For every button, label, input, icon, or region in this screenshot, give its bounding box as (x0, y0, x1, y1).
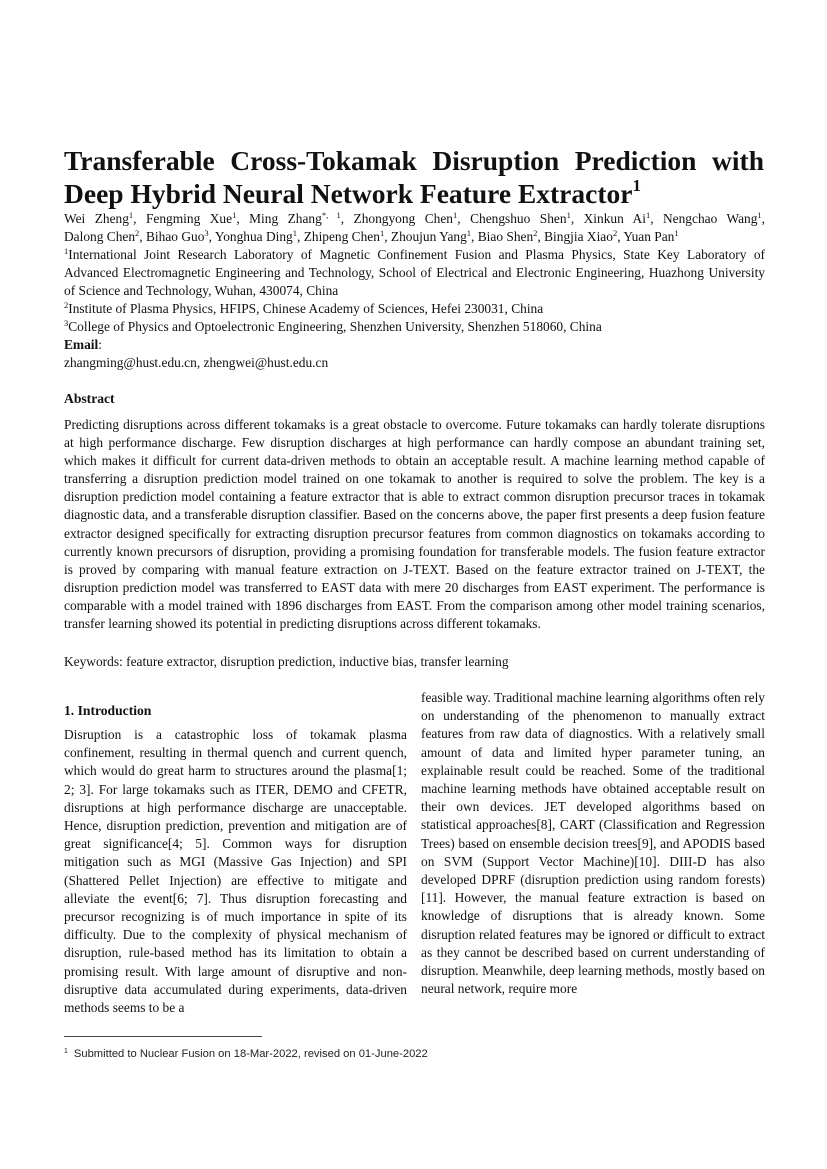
author-name: Yuan Pan (623, 229, 675, 244)
title-line-1: Transferable Cross-Tokamak Disruption Prediction with (64, 145, 764, 176)
affiliation-mark: 2 (64, 300, 69, 310)
author-name: Zhongyong Chen (353, 211, 453, 226)
author-list-line-2: Dalong Chen$^2$, Bihao Guo$^3$, Yonghua Ding$^1$, Zhipeng Chen$^1$, Zhoujun Yang$^1$, Biao Shen$^2$, Bingjia Xiao$^2$, Yuan Pan$^1$ (64, 228, 679, 244)
abstract-heading: Abstract (64, 391, 115, 406)
author-affiliation-mark: 3 (204, 228, 209, 238)
email-colon: : (98, 337, 102, 352)
affiliation-mark: 1 (64, 246, 69, 256)
intro-paragraph-right: feasible way. Traditional machine learning algorithms often rely on understanding of the phenomenon to manually extract features from raw data of diagnostics. With a relatively small amount of data and limited hyper parameter tuning, an explainable result could be reached. Some of the traditional machine learning methods have obtained acceptable result on their own devices. JET developed algorithms based on statistical approaches[8], CART (Classification and Regression Trees) based on ensemble decision trees[9], and APODIS based on SVM (Support Vector Machine)[10]. DIII-D has also developed DPRF (disruption prediction using random forests)[11]. However, the manual feature extraction is based on knowledge of disruptions that is already known. Some disruption related features may be ignored or difficult to extract as they cannot be described based on current understanding of disruption. Meanwhile, deep learning methods, mostly based on neural network, require more (421, 690, 765, 997)
author-name: Xinkun Ai (583, 211, 646, 226)
author-affiliation-mark: 1 (453, 210, 458, 220)
author-list-line-1: Wei Zheng$^1$, Fengming Xue$^1$, Ming Zhang$^{*, 1}$, Zhongyong Chen$^1$, Chengshuo Shen$^1$, Xinkun Ai$^1$, Nengchao Wang$^1$, (64, 210, 766, 226)
section-heading-introduction: 1. Introduction (64, 703, 152, 718)
author (146, 211, 236, 226)
author-affiliation-mark: 1 (466, 228, 472, 238)
intro-right-column (421, 689, 765, 998)
author-name: Dalong Chen (64, 229, 136, 244)
author (304, 229, 385, 244)
author-name: Chengshuo Shen (470, 211, 567, 226)
author-affiliation-mark: 2 (612, 228, 618, 238)
title-footnote-mark: 1 (632, 176, 641, 195)
intro-paragraph-left: Disruption is a catastrophic loss of tokamak plasma confinement, resulting in thermal quench and current quench, which would do great harm to structures around the plasma[1; 2; 3]. For large tokamaks such as ITER, DEMO and CFETR, disruptions at high performance discharge are unacceptable. Hence, disruption prediction, prevention and mitigation are of great significance[4; 5]. Common ways for disruption mitigation such as MGI (Massive Gas Injection) and SPI (Shattered Pellet Injection) are effective to mitigate and alleviate the event[6; 7]. Thus disruption forecasting and precursor recognizing is of much importance in spite of its difficulty. Due to the complexity of physical mechanism of disruption, rule-based method has its limitation to obtain a promising result. With large amount of disruptive and non-disruptive data accumulated during experiments, data-driven methods seems to be a (64, 727, 407, 1016)
author-affiliation-mark: 1 (645, 210, 651, 220)
author-affiliation-mark: 1 (128, 210, 134, 220)
author (623, 229, 678, 244)
author-affiliation-mark: 1 (566, 210, 571, 220)
title-line-2-text: Deep Hybrid Neural Network Feature Extractor (64, 178, 633, 209)
footnote-divider (64, 1036, 262, 1037)
author-affiliation-mark: 1 (232, 210, 237, 220)
author-affiliation-mark: 1 (292, 228, 297, 238)
author (64, 211, 133, 226)
abstract-text: Predicting disruptions across different tokamaks is a great obstacle to overcome. Future tokamaks can hardly tolerate disruptions at high performance discharge. Few disruption discharges at high performance can hardly compose an abundant training set, which makes it difficult for current data-driven methods to obtain an acceptable result. A machine learning method capable of transferring a disruption prediction model trained on one tokamak to another is required to solve the problem. The key is a disruption prediction model containing a feature extractor that is able to extract common disruption precursor traces in tokamak diagnostic data, and a transferable disruption classifier. Based on the concerns above, the paper first presents a deep fusion feature extractor designed specifically for extracting disruption precursor features from common diagnostics on tokamaks according to currently known precursors of disruption, providing a promising foundation for transferable models. The fusion feature extractor is proved by comparing with manual feature extraction on J-TEXT. Based on the feature extractor trained on J-TEXT, the disruption prediction model was transferred to EAST data with mere 20 discharges from EAST experiment. The performance is comparable with a model trained with 1896 discharges from EAST. From the comparison among other model training scenarios, transfer learning showed its potential in predicting disruptions across different tokamaks. (64, 417, 765, 632)
email-label-line (64, 336, 765, 354)
affiliation-mark: 3 (64, 318, 69, 328)
author (249, 211, 341, 226)
author (663, 211, 762, 226)
author (584, 211, 651, 226)
author-affiliation-mark: 2 (135, 228, 140, 238)
intro-left-column (64, 726, 407, 1017)
keywords: Keywords: feature extractor, disruption prediction, inductive bias, transfer learning (64, 654, 509, 669)
author (478, 229, 538, 244)
affiliation-text: International Joint Research Laboratory of Magnetic Confinement Fusion and Plasma Physics, State Key Laboratory of Advanced Electromagnetic Engineering and Technology, School of Electrical and Electronic Engineering, Huazhong University of Science and Technology, Wuhan, 430074, China (64, 247, 765, 298)
author-name: Zhoujun Yang (390, 229, 467, 244)
affiliation-text: College of Physics and Optoelectronic Engineering, Shenzhen University, Shenzhen 518060, China (68, 319, 602, 334)
affiliation-1 (64, 246, 765, 300)
author-block (64, 210, 765, 372)
author (146, 229, 209, 244)
author-name: Zhipeng Chen (303, 229, 380, 244)
author-name: Wei Zheng (64, 211, 129, 226)
author-name: Yonghua Ding (214, 229, 293, 244)
author-affiliation-mark: *, 1 (321, 210, 341, 220)
author-affiliation-mark: 1 (379, 228, 385, 238)
author-name: Ming Zhang (249, 211, 322, 226)
author (64, 229, 139, 244)
title-line-2 (64, 177, 764, 210)
footnote-mark: 1 (64, 1048, 68, 1055)
author (354, 211, 458, 226)
author-name: Bingjia Xiao (544, 229, 613, 244)
author-affiliation-mark: 2 (533, 228, 538, 238)
author-name: Fengming Xue (145, 211, 233, 226)
author (215, 229, 297, 244)
affiliation-3 (64, 318, 765, 336)
paper-title (64, 144, 764, 210)
footnote-text: Submitted to Nuclear Fusion on 18-Mar-2022, revised on 01-June-2022 (73, 1048, 428, 1060)
author-name: Biao Shen (477, 229, 534, 244)
author-name: Nengchao Wang (663, 211, 758, 226)
email-label: Email (64, 337, 99, 352)
affiliation-text: Institute of Plasma Physics, HFIPS, Chinese Academy of Sciences, Hefei 230031, China (68, 301, 544, 316)
footnote (64, 1048, 428, 1060)
author-affiliation-mark: 1 (757, 210, 762, 220)
author (470, 211, 571, 226)
author-affiliation-mark: 1 (674, 228, 679, 238)
author (391, 229, 471, 244)
author (544, 229, 617, 244)
affiliation-2 (64, 300, 765, 318)
email-value: zhangming@hust.edu.cn, zhengwei@hust.edu.cn (64, 355, 329, 370)
author-name: Bihao Guo (146, 229, 205, 244)
